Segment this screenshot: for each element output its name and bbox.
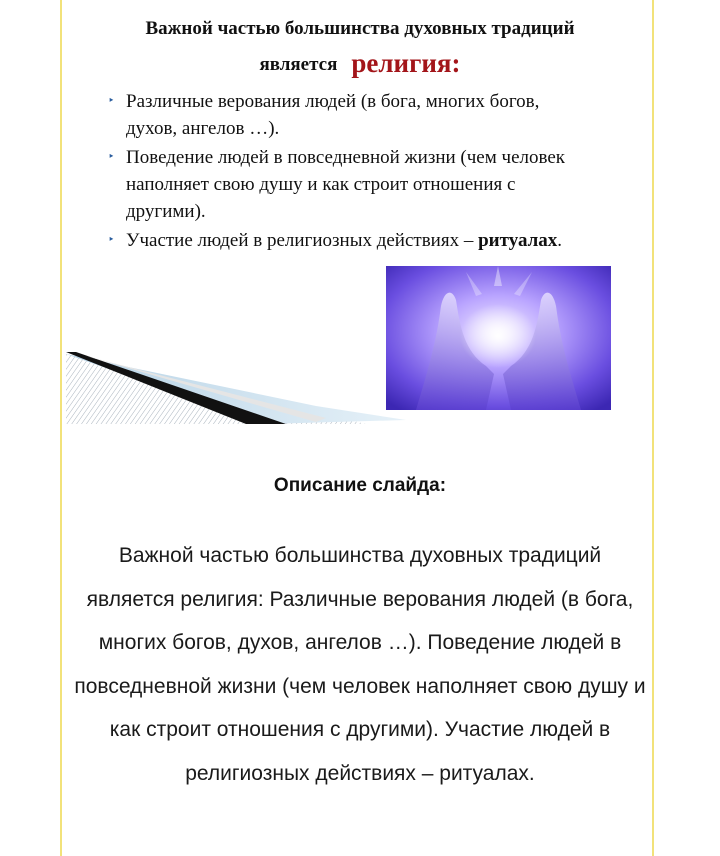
bullet-tail: .	[557, 230, 563, 251]
bullet-bold-word: ритуалах	[478, 230, 558, 251]
bullet-item	[108, 227, 568, 254]
bullet-list	[108, 88, 568, 256]
decorative-swoosh	[66, 348, 406, 424]
slide-title-accent: религия:	[351, 48, 461, 78]
description-body: Важной частью большинства духовных традиций является религия: Различные верования людей (в бога, многих богов, духов, ангелов …). Поведение людей в повседневной жизни (чем человек наполняет свою душу и как строит отношения с другими). Участие людей в религиозных действиях – ритуалах.	[74, 544, 646, 785]
bullet-marker-icon: ‣	[108, 234, 115, 246]
slide-title-line2	[60, 45, 660, 81]
description-heading: Описание слайда:	[273, 475, 447, 496]
slide-title	[60, 12, 660, 81]
bullet-text: Участие людей в религиозных действиях –	[126, 230, 479, 251]
bullet-marker-icon: ‣	[108, 151, 115, 163]
slide-title-prefix: является	[259, 54, 338, 75]
bullet-text: Поведение людей в повседневной жизни (чем человек наполняет свою душу и как строит отношения с другими).	[126, 147, 566, 222]
bullet-item	[108, 144, 568, 225]
glowing-hands-image	[386, 266, 611, 410]
slide-title-line1: Важной частью большинства духовных традиций	[145, 18, 575, 39]
bullet-item	[108, 88, 568, 142]
bullet-text: Различные верования людей (в бога, многих богов, духов, ангелов …).	[126, 91, 540, 139]
bullet-marker-icon: ‣	[108, 95, 115, 107]
